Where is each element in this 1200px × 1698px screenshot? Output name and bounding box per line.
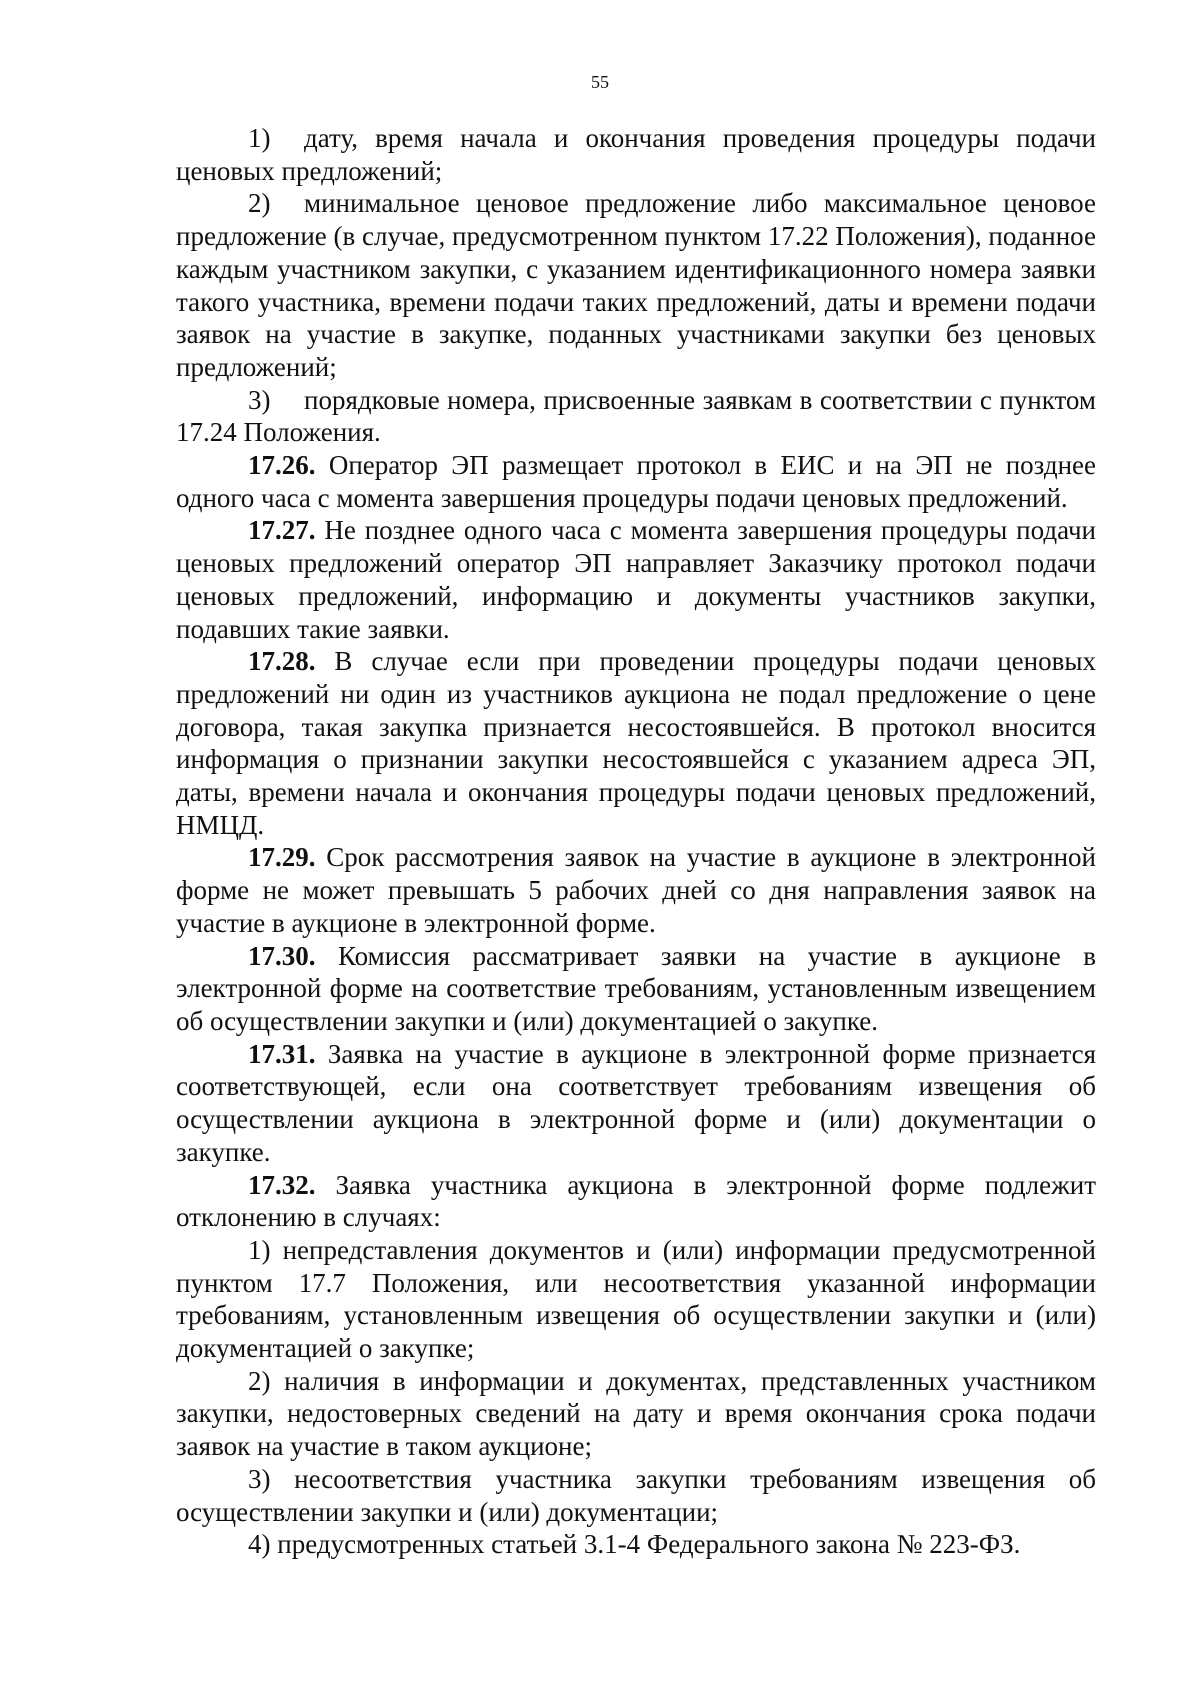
list-item [176, 1463, 1096, 1528]
list-item [176, 1234, 1096, 1365]
clause-number: 17.27. [248, 515, 316, 546]
list-marker: 2) [248, 1365, 271, 1396]
list-item-text: непредставления документов и (или) информации предусмотренной пунктом 17.7 Положения, или несоответствия указанной информации требованиям, установленным извещения об осуществлении закупки и (или) документацией о закупке; [176, 1234, 1096, 1364]
clause-text: Заявка на участие в аукционе в электронной форме признается соответствующей, если она соответствует требованиям извещения об осуществлении аукциона в электронной форме и (или) документации о закупке. [176, 1038, 1097, 1167]
clause-text: Комиссия рассматривает заявки на участие в аукционе в электронной форме на соответствие требованиям, установленным извещением об осуществлении закупки и (или) документацией о закупке. [176, 940, 1096, 1036]
clause-number: 17.32. [248, 1169, 316, 1200]
page-number: 55 [591, 72, 609, 92]
list-item [176, 384, 1096, 449]
list-item-text: несоответствия участника закупки требованиям извещения об осуществлении закупки и (или) документации; [176, 1463, 1097, 1527]
clause-text: Заявка участника аукциона в электронной форме подлежит отклонению в случаях: [176, 1169, 1097, 1233]
clause-number: 17.29. [248, 842, 316, 873]
clause-number: 17.26. [248, 450, 316, 481]
list-marker: 1) [248, 1234, 271, 1265]
list-marker: 3) [248, 384, 271, 415]
clause-17-28 [176, 645, 1096, 841]
clause-text: В случае если при проведении процедуры подачи ценовых предложений ни один из участников аукциона не подал предложение о цене договора, такая закупка признается несостоявшейся. В протокол вносится информация о признании закупки несостоявшейся с указанием адреса ЭП, даты, времени начала и окончания процедуры подачи ценовых предложений, НМЦД. [176, 646, 1097, 840]
clause-number: 17.28. [248, 646, 316, 677]
clause-text: Оператор ЭП размещает протокол в ЕИС и на ЭП не позднее одного часа с момента завершения процедуры подачи ценовых предложений. [176, 450, 1096, 513]
clause-17-30 [176, 940, 1096, 1038]
clause-number: 17.30. [248, 940, 316, 971]
clause-17-27 [176, 514, 1096, 645]
list-marker: 1) [248, 123, 271, 153]
clause-17-31 [176, 1038, 1096, 1169]
list-item [176, 1528, 1096, 1561]
document-body [176, 122, 1096, 1561]
list-marker: 2) [248, 188, 271, 219]
list-item [176, 1365, 1096, 1463]
list-item-text: предусмотренных статьей 3.1-4 Федерального закона № 223-ФЗ. [277, 1529, 1021, 1560]
list-item-text: минимальное ценовое предложение либо максимальное ценовое предложение (в случае, предусмотренном пунктом 17.22 Положения), поданное каждым участником закупки, с указанием идентификационного номера заявки такого участника, времени подачи таких предложений, даты и времени подачи заявок на участие в закупке, поданных участниками закупки без ценовых предложений; [176, 188, 1096, 382]
clause-17-29 [176, 841, 1096, 939]
clause-17-26 [176, 449, 1096, 514]
clause-text: Не позднее одного часа с момента завершения процедуры подачи ценовых предложений оператор ЭП направляет Заказчику протокол подачи ценовых предложений, информацию и документы участников закупки, подавших такие заявки. [176, 515, 1097, 644]
list-item [176, 122, 1096, 187]
clause-number: 17.31. [248, 1038, 316, 1069]
clause-17-32 [176, 1169, 1096, 1234]
list-item [176, 187, 1096, 383]
clause-text: Срок рассмотрения заявок на участие в аукционе в электронной форме не может превышать 5 рабочих дней со дня направления заявок на участие в аукционе в электронной форме. [176, 842, 1097, 938]
list-marker: 3) [248, 1463, 271, 1494]
list-item-text: наличия в информации и документах, представленных участником закупки, недостоверных сведений на дату и время окончания срока подачи заявок на участие в таком аукционе; [176, 1365, 1096, 1462]
list-item-text: порядковые номера, присвоенные заявкам в соответствии с пунктом 17.24 Положения. [176, 384, 1096, 448]
list-marker: 4) [248, 1529, 271, 1560]
list-item-text: дату, время начала и окончания проведения процедуры подачи ценовых предложений; [176, 123, 1096, 186]
